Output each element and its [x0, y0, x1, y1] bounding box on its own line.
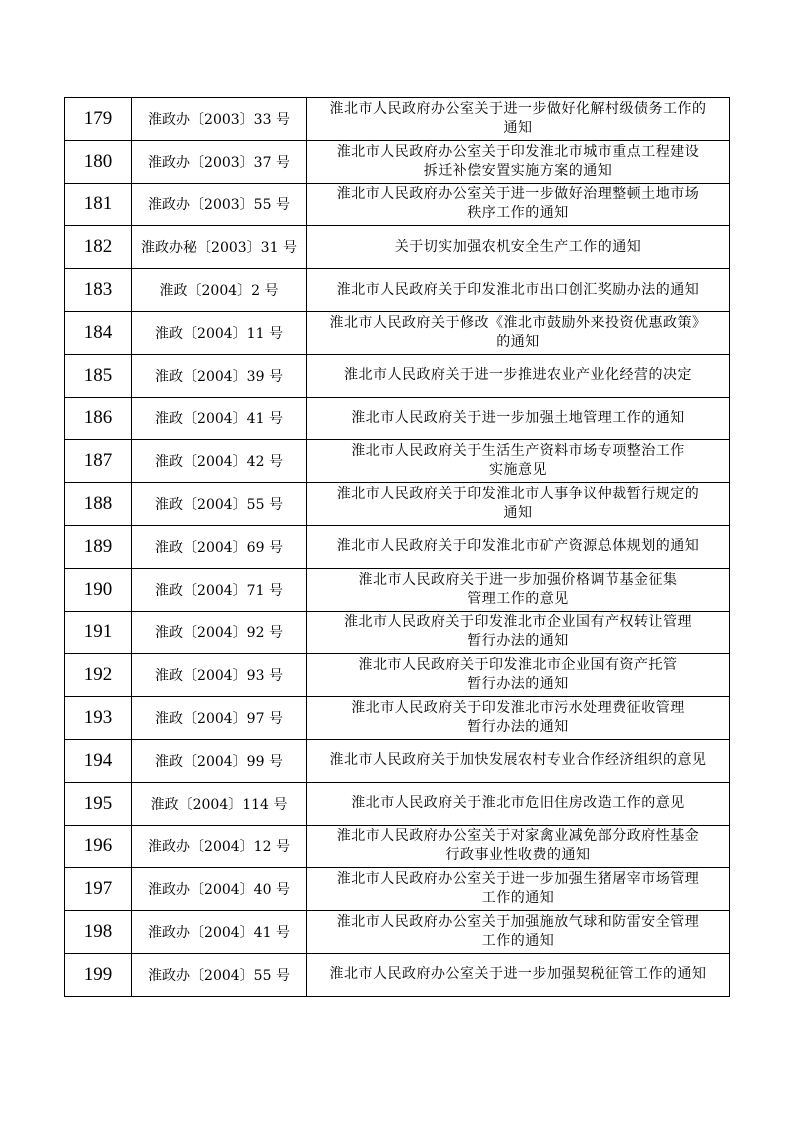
title-line: 淮北市人民政府办公室关于进一步加强契税征管工作的通知 — [329, 966, 707, 983]
row-number: 193 — [65, 697, 132, 740]
document-title — [307, 525, 730, 568]
table-row — [65, 525, 730, 568]
document-number: 淮政办〔2004〕55 号 — [132, 953, 307, 996]
document-number: 淮政〔2004〕69 号 — [132, 525, 307, 568]
document-title — [307, 568, 730, 611]
row-number: 186 — [65, 397, 132, 440]
title-line: 暂行办法的通知 — [467, 676, 569, 693]
title-line: 淮北市人民政府关于印发淮北市矿产资源总体规划的通知 — [336, 538, 700, 555]
title-line: 淮北市人民政府办公室关于加强施放气球和防雷安全管理 — [336, 914, 700, 931]
document-title — [307, 98, 730, 141]
title-line: 拆迁补偿安置实施方案的通知 — [423, 162, 613, 179]
table-row — [65, 183, 730, 226]
document-number: 淮政〔2004〕41 号 — [132, 397, 307, 440]
table-row — [65, 397, 730, 440]
title-line: 淮北市人民政府办公室关于印发淮北市城市重点工程建设 — [336, 143, 700, 160]
document-title — [307, 739, 730, 782]
document-title — [307, 226, 730, 269]
row-number: 184 — [65, 311, 132, 354]
table-row — [65, 311, 730, 354]
document-number: 淮政〔2004〕71 号 — [132, 568, 307, 611]
document-number: 淮政〔2004〕92 号 — [132, 611, 307, 654]
row-number: 197 — [65, 868, 132, 911]
row-number: 180 — [65, 140, 132, 183]
document-number: 淮政〔2004〕42 号 — [132, 440, 307, 483]
document-title — [307, 354, 730, 397]
table-row — [65, 825, 730, 868]
title-line: 淮北市人民政府关于进一步推进农业产业化经营的决定 — [344, 367, 692, 384]
title-line: 淮北市人民政府关于进一步加强价格调节基金征集 — [358, 571, 678, 588]
document-title — [307, 953, 730, 996]
title-line: 淮北市人民政府办公室关于对家禽业减免部分政府性基金 — [336, 828, 700, 845]
document-title — [307, 311, 730, 354]
row-number: 191 — [65, 611, 132, 654]
title-line: 淮北市人民政府关于加快发展农村专业合作经济组织的意见 — [329, 752, 707, 769]
document-title — [307, 183, 730, 226]
document-number: 淮政〔2004〕2 号 — [132, 269, 307, 312]
document-number: 淮政〔2004〕114 号 — [132, 782, 307, 825]
document-title — [307, 697, 730, 740]
document-number: 淮政〔2004〕97 号 — [132, 697, 307, 740]
document-table — [64, 97, 730, 997]
row-number: 198 — [65, 911, 132, 954]
row-number: 182 — [65, 226, 132, 269]
title-line: 行政事业性收费的通知 — [445, 847, 591, 864]
document-number: 淮政〔2004〕39 号 — [132, 354, 307, 397]
row-number: 189 — [65, 525, 132, 568]
title-line: 的通知 — [496, 333, 540, 350]
title-line: 工作的通知 — [481, 933, 555, 950]
row-number: 192 — [65, 654, 132, 697]
title-line: 管理工作的意见 — [467, 590, 569, 607]
table-row — [65, 654, 730, 697]
document-number: 淮政办〔2003〕37 号 — [132, 140, 307, 183]
row-number: 196 — [65, 825, 132, 868]
document-number: 淮政〔2004〕99 号 — [132, 739, 307, 782]
table-row — [65, 140, 730, 183]
table-row — [65, 568, 730, 611]
row-number: 190 — [65, 568, 132, 611]
table-row — [65, 611, 730, 654]
row-number: 199 — [65, 953, 132, 996]
title-line: 通知 — [503, 505, 533, 522]
table-row — [65, 953, 730, 996]
table-row — [65, 98, 730, 141]
title-line: 淮北市人民政府关于印发淮北市出口创汇奖励办法的通知 — [336, 281, 700, 298]
document-number: 淮政办〔2004〕12 号 — [132, 825, 307, 868]
title-line: 暂行办法的通知 — [467, 633, 569, 650]
document-title — [307, 868, 730, 911]
row-number: 183 — [65, 269, 132, 312]
document-number: 淮政办〔2003〕55 号 — [132, 183, 307, 226]
title-line: 实施意见 — [489, 462, 547, 479]
document-title — [307, 440, 730, 483]
table-row — [65, 697, 730, 740]
document-number: 淮政〔2004〕93 号 — [132, 654, 307, 697]
document-title — [307, 397, 730, 440]
table-row — [65, 782, 730, 825]
title-line: 淮北市人民政府关于印发淮北市企业国有资产托管 — [358, 657, 678, 674]
document-title — [307, 611, 730, 654]
document-title — [307, 483, 730, 526]
title-line: 淮北市人民政府办公室关于进一步加强生猪屠宰市场管理 — [336, 871, 700, 888]
title-line: 淮北市人民政府关于修改《淮北市鼓励外来投资优惠政策》 — [329, 314, 707, 331]
table-row — [65, 269, 730, 312]
table-row — [65, 868, 730, 911]
row-number: 181 — [65, 183, 132, 226]
title-line: 淮北市人民政府关于淮北市危旧住房改造工作的意见 — [351, 795, 685, 812]
title-line: 淮北市人民政府办公室关于进一步做好治理整顿土地市场 — [336, 186, 700, 203]
title-line: 淮北市人民政府关于印发淮北市企业国有产权转让管理 — [344, 614, 692, 631]
row-number: 187 — [65, 440, 132, 483]
document-title — [307, 654, 730, 697]
row-number: 195 — [65, 782, 132, 825]
title-line: 淮北市人民政府关于进一步加强土地管理工作的通知 — [351, 409, 685, 426]
title-line: 淮北市人民政府关于印发淮北市污水处理费征收管理 — [351, 700, 685, 717]
title-line: 淮北市人民政府办公室关于进一步做好化解村级债务工作的 — [329, 100, 707, 117]
document-title — [307, 269, 730, 312]
document-title — [307, 782, 730, 825]
row-number: 179 — [65, 98, 132, 141]
title-line: 通知 — [503, 119, 533, 136]
document-number: 淮政办〔2003〕33 号 — [132, 98, 307, 141]
document-title — [307, 140, 730, 183]
table-row — [65, 440, 730, 483]
table-row — [65, 226, 730, 269]
title-line: 淮北市人民政府关于印发淮北市人事争议仲裁暂行规定的 — [336, 486, 700, 503]
table-row — [65, 354, 730, 397]
document-number: 淮政办〔2004〕40 号 — [132, 868, 307, 911]
row-number: 185 — [65, 354, 132, 397]
row-number: 194 — [65, 739, 132, 782]
table-body — [65, 98, 730, 997]
title-line: 关于切实加强农机安全生产工作的通知 — [394, 238, 642, 255]
document-number: 淮政〔2004〕55 号 — [132, 483, 307, 526]
title-line: 秩序工作的通知 — [467, 205, 569, 222]
title-line: 工作的通知 — [481, 890, 555, 907]
document-number: 淮政办秘〔2003〕31 号 — [132, 226, 307, 269]
row-number: 188 — [65, 483, 132, 526]
document-number: 淮政办〔2004〕41 号 — [132, 911, 307, 954]
table-row — [65, 911, 730, 954]
title-line: 淮北市人民政府关于生活生产资料市场专项整治工作 — [351, 443, 685, 460]
table-row — [65, 739, 730, 782]
document-title — [307, 911, 730, 954]
document-number: 淮政〔2004〕11 号 — [132, 311, 307, 354]
document-title — [307, 825, 730, 868]
table-row — [65, 483, 730, 526]
title-line: 暂行办法的通知 — [467, 719, 569, 736]
